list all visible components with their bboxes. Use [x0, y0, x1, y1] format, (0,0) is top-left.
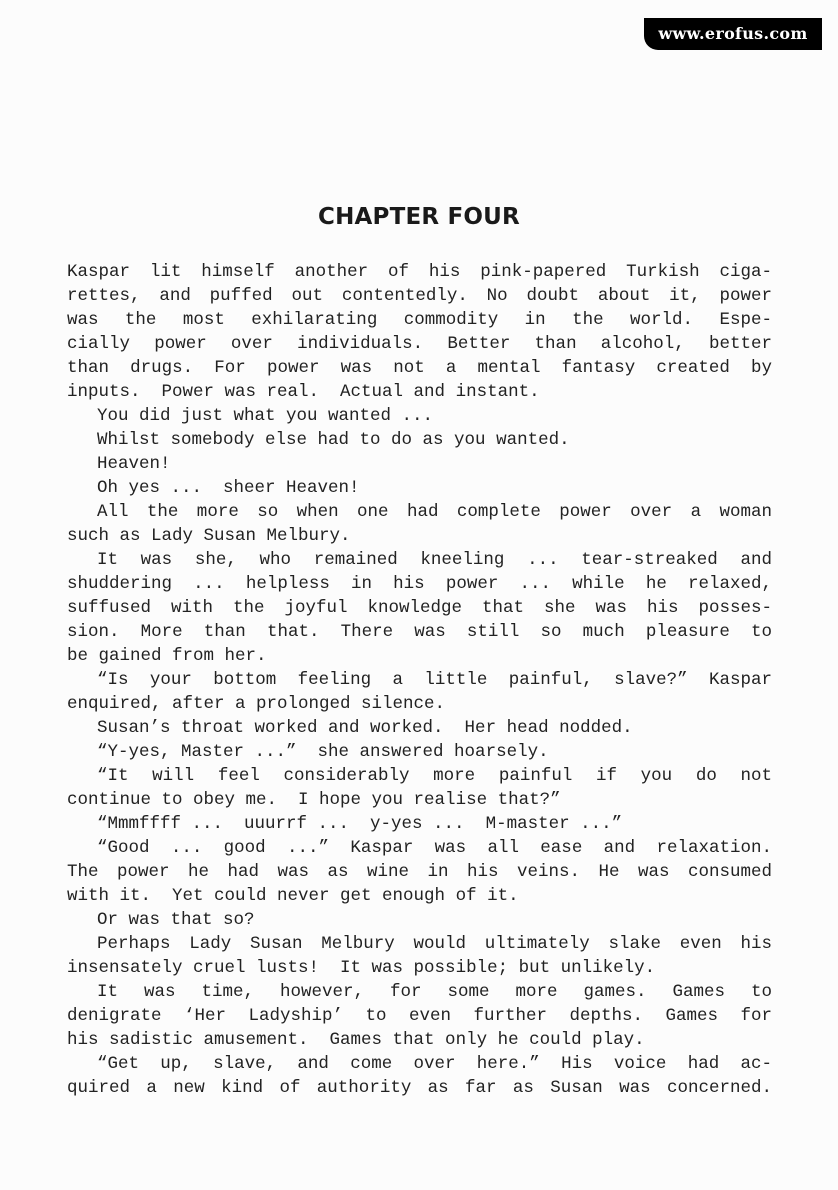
text-line: Or was that so?: [97, 910, 255, 930]
text-line: Kaspar lit himself another of his pink-papered Turkish ciga-: [67, 262, 772, 282]
text-line: with it. Yet could never get enough of it.: [67, 886, 519, 906]
text-line: The power he had was as wine in his veins. He was consumed: [67, 862, 772, 882]
text-line: You did just what you wanted ...: [97, 406, 434, 426]
text-line: shuddering ... helpless in his power ... while he relaxed,: [67, 574, 772, 594]
text-line: his sadistic amusement. Games that only he could play.: [67, 1030, 645, 1050]
text-line: Oh yes ... sheer Heaven!: [97, 478, 360, 498]
text-line: “It will feel considerably more painful if you do not: [97, 766, 772, 786]
text-line: inputs. Power was real. Actual and instant.: [67, 382, 540, 402]
text-line: All the more so when one had complete power over a woman: [97, 502, 772, 522]
text-line: “Get up, slave, and come over here.” His voice had ac-: [97, 1054, 772, 1074]
text-line: Susan’s throat worked and worked. Her head nodded.: [97, 718, 633, 738]
text-line: insensately cruel lusts! It was possible; but unlikely.: [67, 958, 656, 978]
text-line: be gained from her.: [67, 646, 267, 666]
text-line: was the most exhilarating commodity in the world. Espe-: [67, 310, 772, 330]
text-line: continue to obey me. I hope you realise that?”: [67, 790, 561, 810]
chapter-title: CHAPTER FOUR: [318, 204, 520, 230]
text-line: “Is your bottom feeling a little painful, slave?” Kaspar: [97, 670, 772, 690]
text-line: “Y-yes, Master ...” she answered hoarsely.: [97, 742, 549, 762]
text-line: rettes, and puffed out contentedly. No doubt about it, power: [67, 286, 772, 306]
text-line: suffused with the joyful knowledge that she was his posses-: [67, 598, 772, 618]
text-line: Whilst somebody else had to do as you wanted.: [97, 430, 570, 450]
text-line: “Mmmffff ... uuurrf ... y-yes ... M-master ...”: [97, 814, 623, 834]
text-line: denigrate ‘Her Ladyship’ to even further depths. Games for: [67, 1006, 772, 1026]
text-line: It was she, who remained kneeling ... tear-streaked and: [97, 550, 772, 570]
text-line: “Good ... good ...” Kaspar was all ease and relaxation.: [97, 838, 772, 858]
text-line: sion. More than that. There was still so much pleasure to: [67, 622, 772, 642]
body-text: [67, 260, 772, 1100]
text-line: Heaven!: [97, 454, 171, 474]
text-line: than drugs. For power was not a mental fantasy created by: [67, 358, 772, 378]
text-line: enquired, after a prolonged silence.: [67, 694, 446, 714]
text-line: cially power over individuals. Better than alcohol, better: [67, 334, 772, 354]
text-line: Perhaps Lady Susan Melbury would ultimately slake even his: [97, 934, 772, 954]
text-line: such as Lady Susan Melbury.: [67, 526, 351, 546]
watermark-logo: www.erofus.com: [644, 18, 822, 50]
text-line: It was time, however, for some more games. Games to: [97, 982, 772, 1002]
text-line: quired a new kind of authority as far as Susan was concerned.: [67, 1078, 772, 1098]
